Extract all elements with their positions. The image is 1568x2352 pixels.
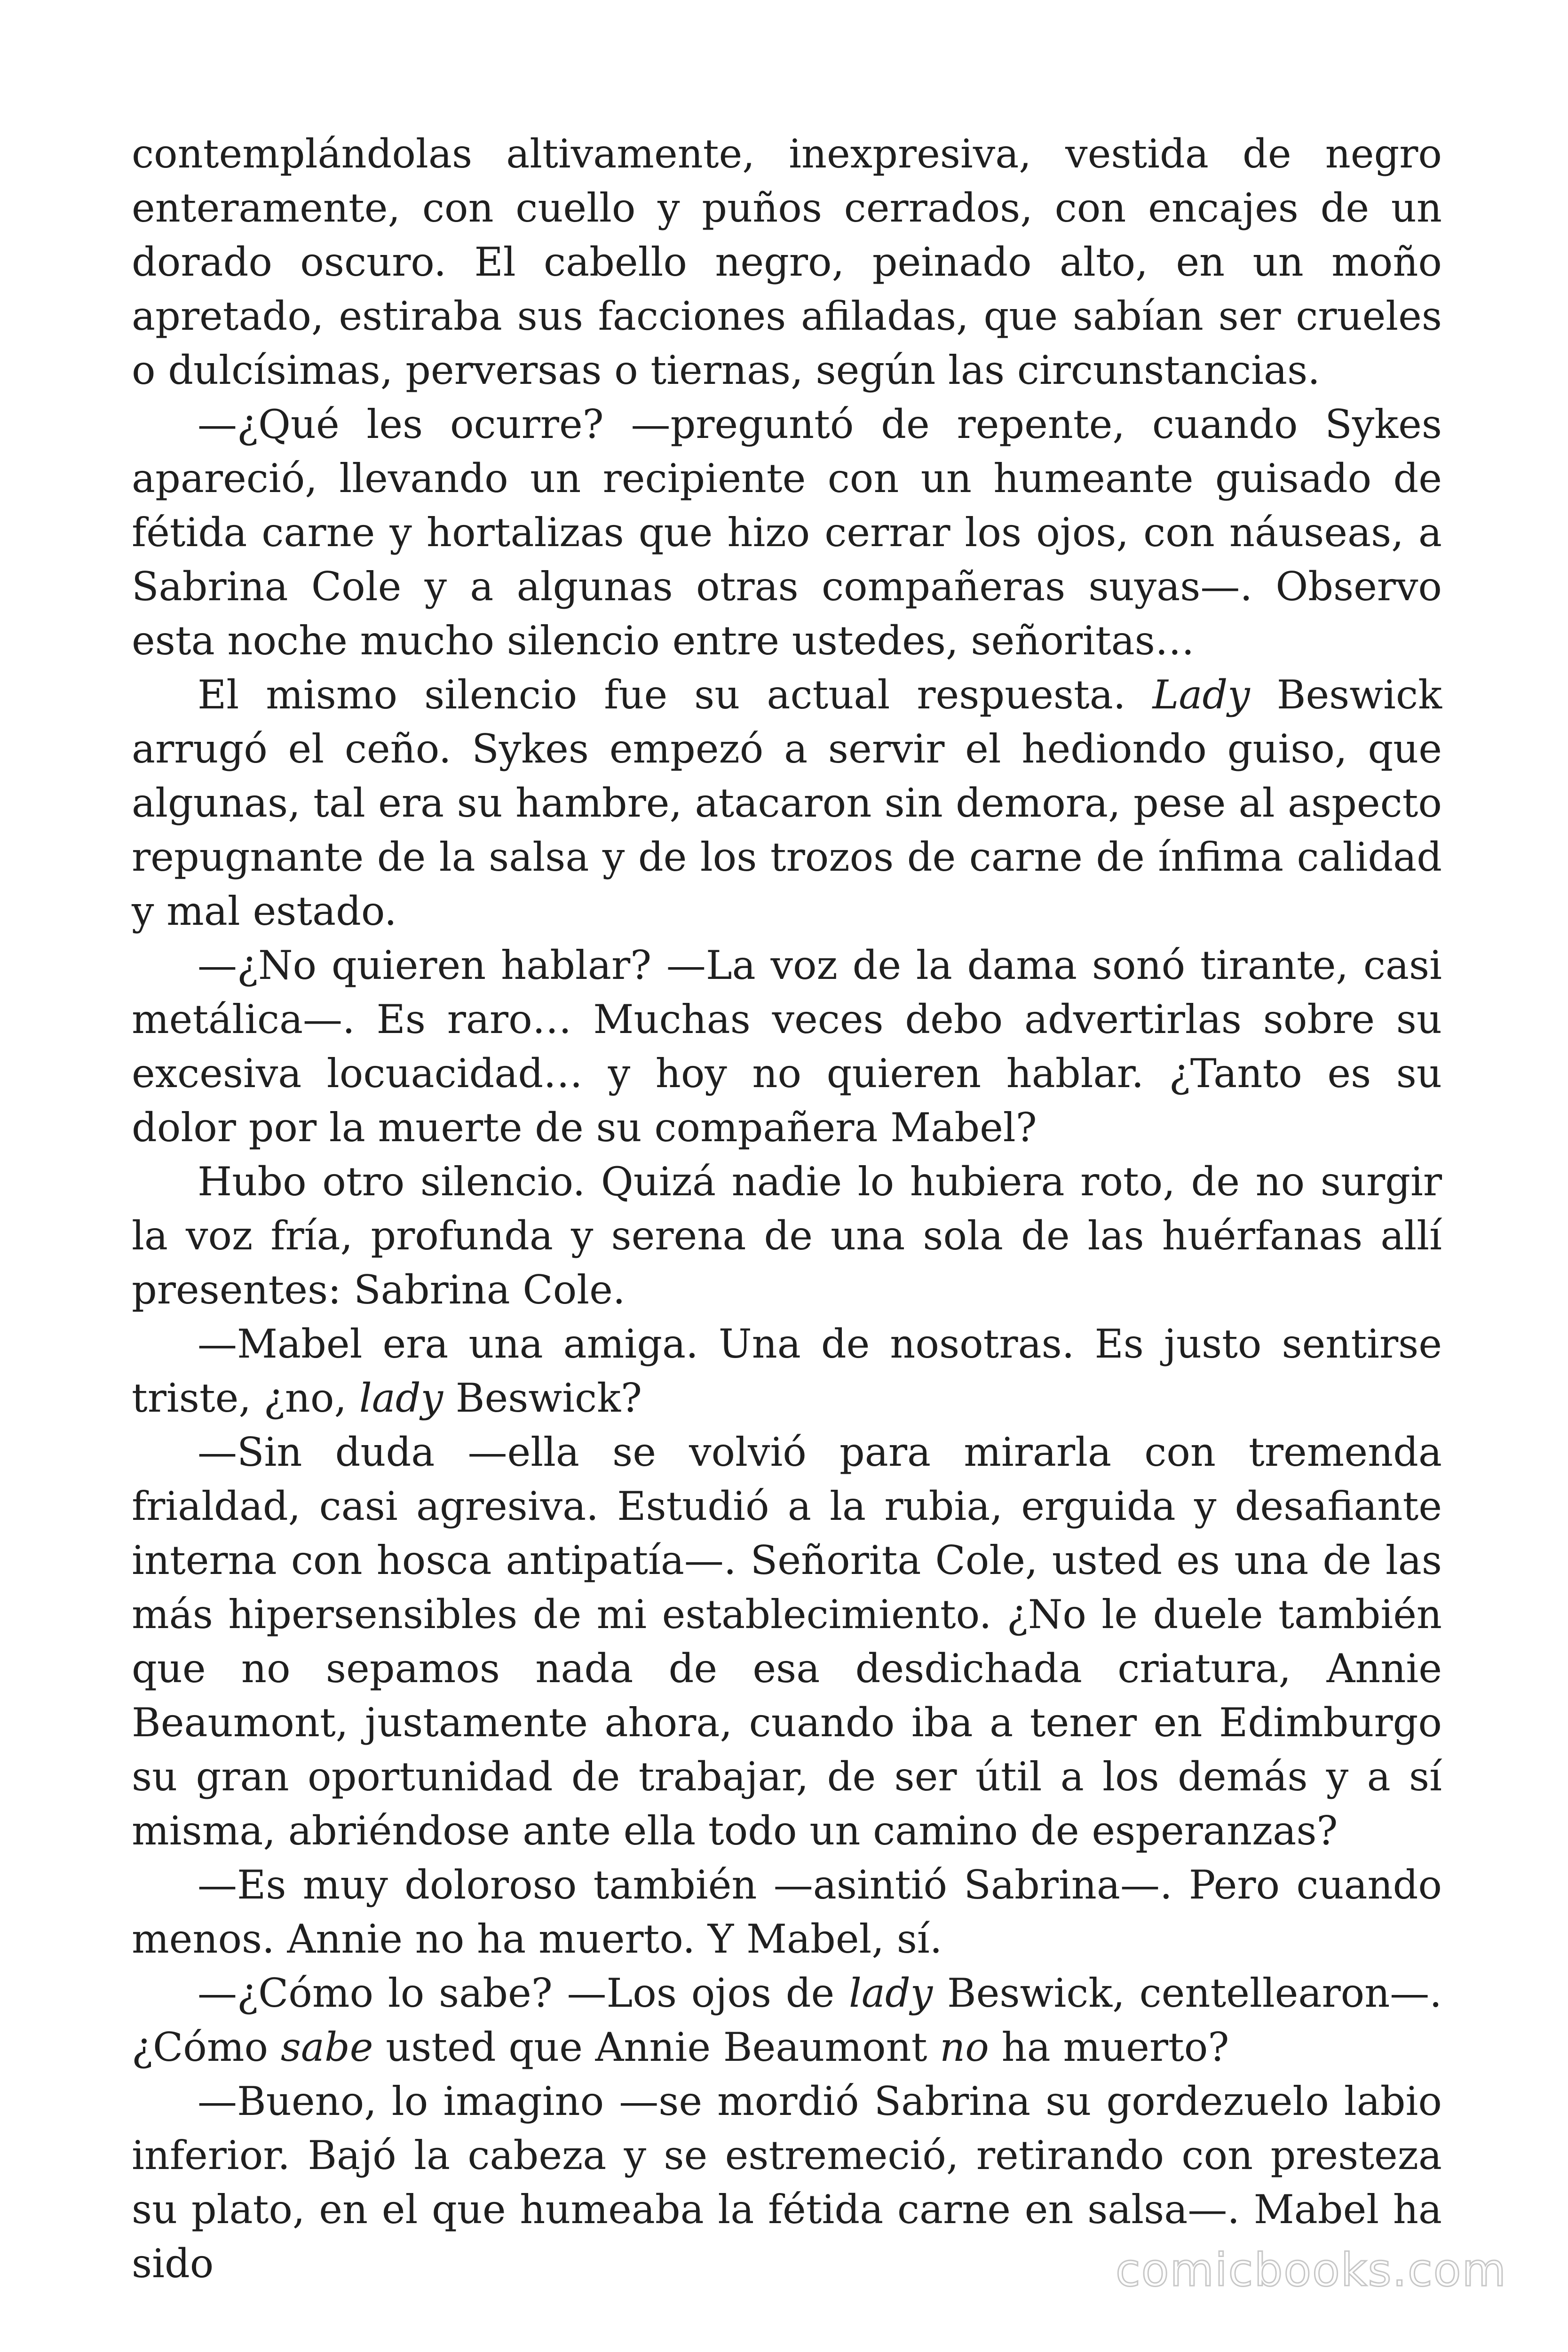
text-segment: —Mabel era una amiga. Una de nosotras. Es justo sentirse triste, ¿no, bbox=[132, 1321, 1442, 1421]
italic-text: lady bbox=[849, 1970, 933, 2016]
paragraph bbox=[132, 1858, 1442, 1966]
text-segment: Beswick, centellearon—. ¿Cómo bbox=[132, 1970, 1442, 2070]
text-segment: El mismo silencio fue su actual respuesta. bbox=[198, 672, 1153, 718]
text-segment: Hubo otro silencio. Quizá nadie lo hubiera roto, de no surgir la voz fría, profunda y serena de una sola de las huérfanas allí presentes: Sabrina Cole. bbox=[132, 1159, 1442, 1313]
paragraph bbox=[132, 1155, 1442, 1317]
paragraph bbox=[132, 668, 1442, 938]
italic-text: lady bbox=[359, 1375, 443, 1421]
paragraph bbox=[132, 1317, 1442, 1425]
italic-text: sabe bbox=[280, 2024, 373, 2070]
text-segment: —Bueno, lo imagino —se mordió Sabrina su gordezuelo labio inferior. Bajó la cabeza y se estremeció, retirando con presteza su plato, en el que humeaba la fétida carne en salsa—. Mabel ha sido bbox=[132, 2078, 1442, 2287]
text-segment: contemplándolas altivamente, inexpresiva, vestida de negro enteramente, con cuello y puños cerrados, con encajes de un dorado oscuro. El cabello negro, peinado alto, en un moño apretado, estiraba sus facciones afiladas, que sabían ser crueles o dulcísimas, perversas o tiernas, según las circunstancias. bbox=[132, 131, 1442, 393]
text-segment: ha muerto? bbox=[989, 2024, 1229, 2070]
text-segment: —¿Qué les ocurre? —preguntó de repente, cuando Sykes apareció, llevando un recipiente con un humeante guisado de fétida carne y hortalizas que hizo cerrar los ojos, con náuseas, a Sabrina Cole y a algunas otras compañeras suyas—. Observo esta noche mucho silencio entre ustedes, señoritas… bbox=[132, 401, 1442, 664]
text-segment: —Sin duda —ella se volvió para mirarla con tremenda frialdad, casi agresiva. Estudió a la rubia, erguida y desafiante interna con hosca antipatía—. Señorita Cole, usted es una de las más hipersensibles de mi establecimiento. ¿No le duele también que no sepamos nada de esa desdichada criatura, Annie Beaumont, justamente ahora, cuando iba a tener en Edimburgo su gran oportunidad de trabajar, de ser útil a los demás y a sí misma, abriéndose ante ella todo un camino de esperanzas? bbox=[132, 1429, 1442, 1854]
text-segment: Beswick arrugó el ceño. Sykes empezó a servir el hediondo guiso, que algunas, tal era su hambre, atacaron sin demora, pese al aspecto repugnante de la salsa y de los trozos de carne de ínfima calidad y mal estado. bbox=[132, 672, 1442, 934]
text-segment: —¿No quieren hablar? —La voz de la dama sonó tirante, casi metálica—. Es raro… Muchas veces debo advertirlas sobre su excesiva locuacidad… y hoy no quieren hablar. ¿Tanto es su dolor por la muerte de su compañera Mabel? bbox=[132, 942, 1442, 1151]
paragraph bbox=[132, 127, 1442, 397]
watermark: comicbooks.com bbox=[1115, 2244, 1507, 2296]
paragraph bbox=[132, 397, 1442, 668]
text-segment: Beswick? bbox=[443, 1375, 642, 1421]
italic-text: no bbox=[940, 2024, 989, 2070]
paragraph bbox=[132, 1425, 1442, 1858]
paragraph bbox=[132, 1966, 1442, 2074]
text-segment: —¿Cómo lo sabe? —Los ojos de bbox=[198, 1970, 849, 2016]
text-segment: —Es muy doloroso también —asintió Sabrina—. Pero cuando menos. Annie no ha muerto. Y Mabel, sí. bbox=[132, 1862, 1442, 1962]
book-page-text bbox=[132, 127, 1442, 2291]
italic-text: Lady bbox=[1152, 672, 1250, 718]
text-segment: usted que Annie Beaumont bbox=[373, 2024, 940, 2070]
paragraph bbox=[132, 938, 1442, 1155]
